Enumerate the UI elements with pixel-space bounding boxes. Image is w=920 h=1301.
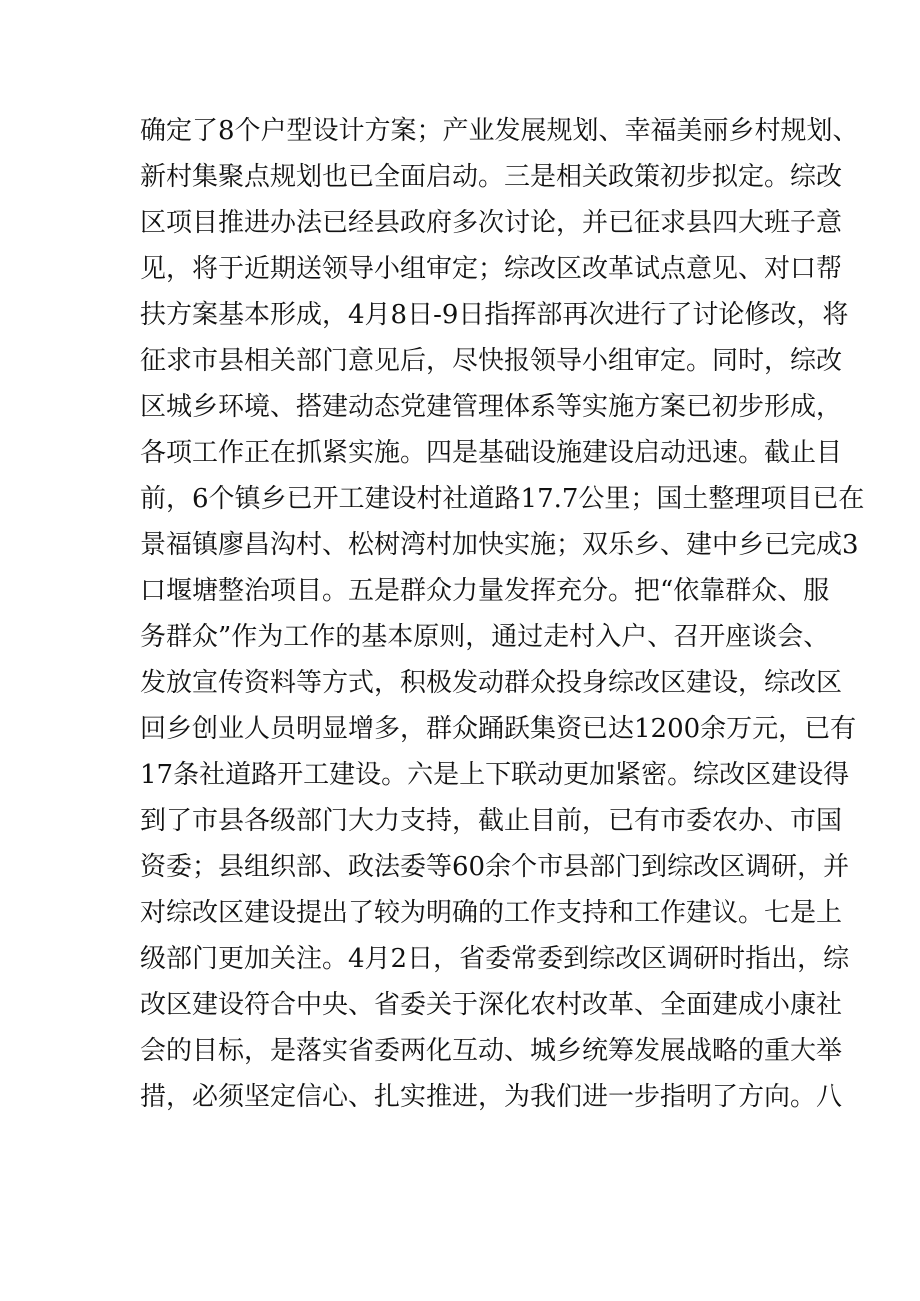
body-paragraph bbox=[140, 108, 865, 1120]
text-line: 务群众”作为工作的基本原则，通过走村入户、召开座谈会、 bbox=[140, 622, 830, 652]
text-line: 区项目推进办法已经县政府多次讨论，并已征求县四大班子意 bbox=[140, 208, 843, 238]
text-line: 回乡创业人员明显增多，群众踊跃集资已达1200余万元，已有 bbox=[140, 714, 857, 744]
text-line: 改区建设符合中央、省委关于深化农村改革、全面建成小康社 bbox=[140, 990, 843, 1020]
text-line: 确定了8个户型设计方案；产业发展规划、幸福美丽乡村规划、 bbox=[140, 116, 859, 146]
text-line: 口堰塘整治项目。五是群众力量发挥充分。把“依靠群众、服 bbox=[140, 576, 830, 606]
text-line: 景福镇廖昌沟村、松树湾村加快实施；双乐乡、建中乡已完成3 bbox=[140, 530, 859, 560]
text-line: 区城乡环境、搭建动态党建管理体系等实施方案已初步形成， bbox=[140, 392, 843, 422]
text-line: 措，必须坚定信心、扎实推进，为我们进一步指明了方向。八 bbox=[140, 1082, 843, 1112]
text-line: 资委；县组织部、政法委等60余个市县部门到综改区调研，并 bbox=[140, 852, 850, 882]
text-line: 对综改区建设提出了较为明确的工作支持和工作建议。七是上 bbox=[140, 898, 843, 928]
text-line: 到了市县各级部门大力支持，截止目前，已有市委农办、市国 bbox=[140, 806, 843, 836]
text-line: 级部门更加关注。4月2日，省委常委到综改区调研时指出，综 bbox=[140, 944, 850, 974]
text-line: 前，6个镇乡已开工建设村社道路17.7公里；国土整理项目已在 bbox=[140, 484, 865, 514]
text-line: 新村集聚点规划也已全面启动。三是相关政策初步拟定。综改 bbox=[140, 162, 843, 192]
text-line: 各项工作正在抓紧实施。四是基础设施建设启动迅速。截止目 bbox=[140, 438, 843, 468]
text-line: 扶方案基本形成，4月8日-9日指挥部再次进行了讨论修改，将 bbox=[140, 300, 849, 330]
text-line: 征求市县相关部门意见后，尽快报领导小组审定。同时，综改 bbox=[140, 346, 843, 376]
text-line: 见，将于近期送领导小组审定；综改区改革试点意见、对口帮 bbox=[140, 254, 843, 284]
text-line: 会的目标，是落实省委两化互动、城乡统筹发展战略的重大举 bbox=[140, 1036, 843, 1066]
text-line: 17条社道路开工建设。六是上下联动更加紧密。综改区建设得 bbox=[140, 760, 850, 790]
text-line: 发放宣传资料等方式，积极发动群众投身综改区建设，综改区 bbox=[140, 668, 843, 698]
